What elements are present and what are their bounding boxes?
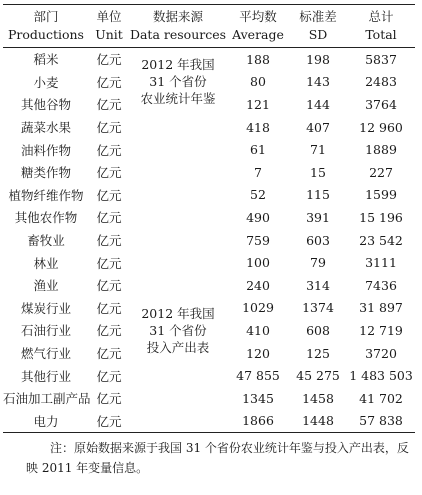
row-average: 61 [250, 142, 266, 158]
header-row-chinese [3, 5, 415, 27]
row-sd: 144 [306, 96, 330, 112]
row-unit: 亿元 [96, 74, 122, 90]
row-unit: 亿元 [96, 97, 122, 113]
row-total: 41 702 [359, 390, 403, 406]
row-sd: 198 [306, 51, 330, 67]
row-sd: 1448 [302, 413, 334, 429]
row-source-empty [129, 387, 227, 410]
source-cell-io-table [129, 297, 227, 365]
row-name: 畜牧业 [27, 233, 65, 249]
table-row [3, 48, 415, 71]
row-source-empty [129, 116, 227, 139]
statistics-table [3, 4, 415, 433]
row-source-empty [129, 410, 227, 433]
table-row [3, 161, 415, 184]
row-unit: 亿元 [96, 346, 122, 362]
row-name: 植物纤维作物 [8, 187, 84, 203]
header-average-en: Average [232, 27, 284, 42]
table-row [3, 387, 415, 410]
row-name: 油料作物 [20, 142, 71, 158]
source-line: 投入产出表 [146, 339, 210, 355]
row-source-empty [129, 274, 227, 297]
header-productions-en: Productions [8, 27, 84, 42]
table-row [3, 251, 415, 274]
row-sd: 45 275 [296, 368, 340, 384]
row-average: 1029 [242, 300, 274, 316]
table-row [3, 229, 415, 252]
row-total: 12 719 [359, 322, 403, 338]
table-note: 注：原始数据来源于我国 31 个省份农业统计年鉴与投入产出表，反映 2011 年变量信息。 [26, 441, 409, 475]
source-line: 2012 年我国 [141, 57, 215, 73]
row-unit: 亿元 [96, 300, 122, 316]
header-productions-cn: 部门 [33, 9, 59, 24]
row-average: 7 [254, 164, 262, 180]
table-row [3, 364, 415, 387]
row-average: 120 [246, 345, 270, 361]
header-unit-en: Unit [95, 27, 123, 42]
table-row [3, 184, 415, 207]
row-name: 电力 [33, 413, 59, 429]
row-average: 490 [246, 209, 270, 225]
row-sd: 115 [306, 187, 330, 203]
row-unit: 亿元 [96, 165, 122, 181]
row-sd: 608 [306, 322, 330, 338]
row-source-empty [129, 206, 227, 229]
header-sd-en: SD [308, 27, 328, 42]
row-name: 糖类作物 [20, 165, 71, 181]
row-total: 15 196 [359, 209, 403, 225]
row-total: 2483 [365, 74, 397, 90]
row-source-empty [129, 251, 227, 274]
row-source-empty [129, 161, 227, 184]
header-total-cn: 总计 [368, 9, 394, 24]
row-average: 80 [250, 74, 266, 90]
row-source-empty [129, 229, 227, 252]
header-total-en: Total [365, 27, 397, 42]
row-total: 3764 [365, 96, 397, 112]
row-sd: 1458 [302, 390, 334, 406]
row-total: 12 960 [359, 119, 403, 135]
row-average: 418 [246, 119, 270, 135]
row-name: 石油加工副产品 [3, 391, 91, 407]
row-name: 煤炭行业 [20, 300, 71, 316]
row-average: 410 [246, 322, 270, 338]
row-sd: 15 [310, 164, 326, 180]
row-unit: 亿元 [96, 233, 122, 249]
row-sd: 125 [306, 345, 330, 361]
row-total: 3720 [365, 345, 397, 361]
row-average: 121 [246, 96, 270, 112]
row-name: 其他谷物 [20, 97, 71, 113]
row-unit: 亿元 [96, 187, 122, 203]
row-unit: 亿元 [96, 255, 122, 271]
row-name: 林业 [33, 255, 59, 271]
row-total: 1 483 503 [349, 368, 413, 384]
row-unit: 亿元 [96, 52, 122, 68]
row-average: 100 [246, 255, 270, 271]
header-average-cn: 平均数 [239, 9, 277, 24]
row-average: 1866 [242, 413, 274, 429]
row-name: 燃气行业 [20, 346, 71, 362]
table-row [3, 297, 415, 320]
row-total: 57 838 [359, 413, 403, 429]
row-unit: 亿元 [96, 323, 122, 339]
row-average: 759 [246, 232, 270, 248]
row-total: 7436 [365, 277, 397, 293]
row-average: 188 [246, 51, 270, 67]
row-source-empty [129, 184, 227, 207]
row-name: 石油行业 [20, 323, 71, 339]
row-sd: 603 [306, 232, 330, 248]
row-sd: 407 [306, 119, 330, 135]
row-average: 1345 [242, 390, 274, 406]
header-unit-cn: 单位 [96, 9, 122, 24]
table-row [3, 206, 415, 229]
row-unit: 亿元 [96, 210, 122, 226]
row-sd: 79 [310, 255, 326, 271]
table-row [3, 138, 415, 161]
row-sd: 1374 [302, 300, 334, 316]
row-average: 240 [246, 277, 270, 293]
row-total: 5837 [365, 51, 397, 67]
row-sd: 71 [310, 142, 326, 158]
source-cell-agri-yearbook [129, 48, 227, 116]
row-name: 蔬菜水果 [20, 120, 71, 136]
row-name: 稻米 [33, 52, 59, 68]
row-sd: 143 [306, 74, 330, 90]
table-row [3, 116, 415, 139]
header-source-en: Data resources [129, 27, 227, 42]
row-unit: 亿元 [96, 368, 122, 384]
row-total: 23 542 [359, 232, 403, 248]
row-unit: 亿元 [96, 413, 122, 429]
table-row [3, 410, 415, 433]
row-total: 31 897 [359, 300, 403, 316]
row-source-empty [129, 138, 227, 161]
row-sd: 391 [306, 209, 330, 225]
row-unit: 亿元 [96, 278, 122, 294]
row-sd: 314 [306, 277, 330, 293]
row-average: 52 [250, 187, 266, 203]
row-average: 47 855 [236, 368, 280, 384]
row-name: 其他农作物 [14, 210, 78, 226]
source-line: 2012 年我国 [141, 305, 215, 321]
row-unit: 亿元 [96, 391, 122, 407]
header-sd-cn: 标准差 [299, 9, 337, 24]
row-name: 渔业 [33, 278, 59, 294]
row-total: 227 [369, 164, 393, 180]
table-row [3, 274, 415, 297]
row-name: 其他行业 [20, 368, 71, 384]
header-row-english [3, 26, 415, 48]
source-line: 31 个省份 [149, 74, 207, 90]
row-total: 1599 [365, 187, 397, 203]
header-source-cn: 数据来源 [152, 9, 203, 24]
source-line: 31 个省份 [149, 322, 207, 338]
row-total: 1889 [365, 142, 397, 158]
source-line: 农业统计年鉴 [140, 91, 216, 107]
row-name: 小麦 [33, 74, 59, 90]
row-total: 3111 [365, 255, 397, 271]
row-source-empty [129, 364, 227, 387]
row-unit: 亿元 [96, 142, 122, 158]
row-unit: 亿元 [96, 120, 122, 136]
